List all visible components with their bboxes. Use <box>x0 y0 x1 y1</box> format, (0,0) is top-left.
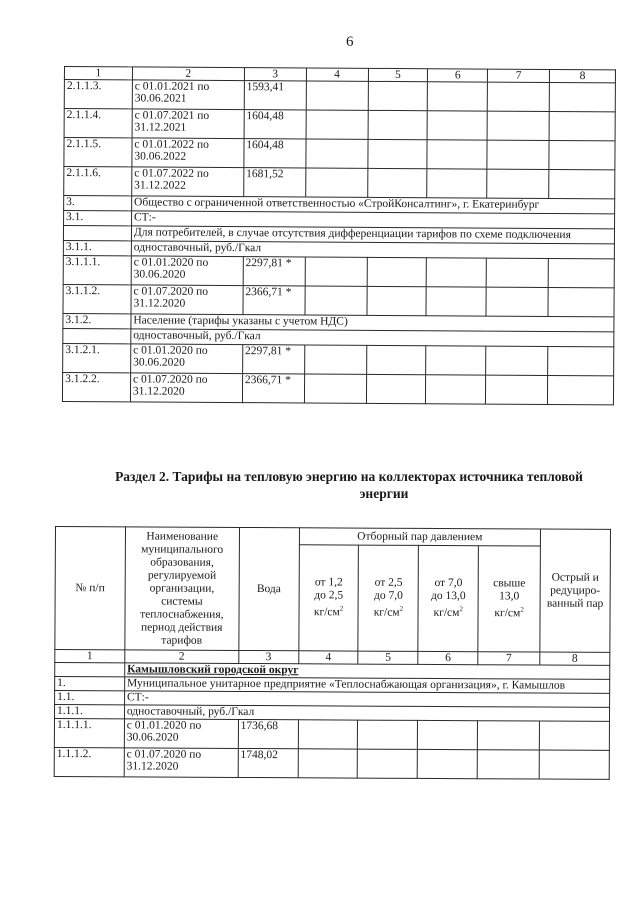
row-number <box>63 328 131 343</box>
column-number: 5 <box>358 651 418 664</box>
empty-cell <box>477 721 539 750</box>
tariff-value: 1748,02 <box>238 748 298 777</box>
tariff-value: 1604,48 <box>244 139 306 168</box>
empty-cell <box>486 287 548 316</box>
table-row <box>63 284 614 316</box>
tariff-value: 1593,41 <box>244 81 306 110</box>
unit-exponent: 2 <box>399 604 404 613</box>
empty-cell <box>366 345 426 374</box>
empty-cell <box>305 257 367 286</box>
column-number: 1 <box>64 67 132 80</box>
row-number: 1.1. <box>55 691 125 705</box>
period-cell: с 01.01.2020 по 30.06.2020 <box>131 344 243 374</box>
period-cell: с 01.01.2021 по 30.06.2021 <box>132 80 244 110</box>
row-number: 3.1.2.2. <box>62 372 130 401</box>
empty-cell <box>306 139 368 168</box>
table-row <box>64 80 615 112</box>
empty-cell <box>486 346 548 375</box>
empty-cell <box>548 258 614 287</box>
column-number: 8 <box>550 69 616 82</box>
description-cell: одноставочный, руб./Гкал <box>131 329 614 347</box>
empty-cell <box>548 375 614 404</box>
empty-cell <box>305 286 367 315</box>
section-title <box>86 468 612 502</box>
empty-cell <box>549 82 615 111</box>
empty-cell <box>539 750 609 779</box>
header-water: Вода <box>239 527 300 650</box>
empty-cell <box>367 286 427 315</box>
header-name: Наименование муниципального образования, регулируемой организации, системы теплоснабжения, период действия тарифов <box>125 527 240 651</box>
column-number: 8 <box>540 652 610 665</box>
empty-cell <box>358 749 418 778</box>
header-sharp-steam: Острый и редуциро-ванный пар <box>540 529 611 652</box>
row-number: 1. <box>55 677 125 691</box>
empty-cell <box>427 140 487 169</box>
period-cell: с 01.07.2020 по 31.12.2020 <box>131 285 243 315</box>
empty-cell <box>549 140 615 169</box>
column-number: 4 <box>298 651 358 664</box>
column-number: 7 <box>488 69 550 82</box>
empty-cell <box>428 82 488 111</box>
empty-cell <box>487 169 549 198</box>
header-steam-pressure <box>418 545 478 651</box>
empty-cell <box>368 81 428 110</box>
pressure-from: от 1,2 <box>314 576 343 589</box>
column-number: 6 <box>418 651 478 664</box>
empty-cell <box>487 111 549 140</box>
section-title-line1: Раздел 2. Тарифы на тепловую энергию на коллекторах источника тепловой <box>115 469 583 484</box>
empty-cell <box>366 374 426 403</box>
pressure-to: до 7,0 <box>374 589 403 602</box>
description-cell: СТ:- <box>124 691 609 708</box>
row-number: 2.1.1.4. <box>64 109 132 138</box>
pressure-to: до 2,5 <box>314 589 344 602</box>
pressure-from: от 7,0 <box>434 577 463 590</box>
table-row <box>64 109 615 141</box>
empty-cell <box>487 140 549 169</box>
table-row <box>54 719 609 751</box>
pressure-unit: кг/см <box>433 606 460 620</box>
empty-cell <box>539 721 609 750</box>
period-cell: с 01.07.2020 по 31.12.2020 <box>130 373 242 403</box>
municipality-title: Камышловский городской округ <box>125 663 610 680</box>
period-cell: с 01.07.2021 по 31.12.2021 <box>132 109 244 139</box>
row-number: 3.1. <box>64 211 132 226</box>
empty-cell <box>306 110 368 139</box>
column-number: 3 <box>244 68 306 81</box>
empty-cell <box>304 345 366 374</box>
row-number: 2.1.1.6. <box>64 167 132 196</box>
unit-exponent: 2 <box>339 604 344 613</box>
table-row <box>64 167 615 199</box>
column-number: 2 <box>132 67 244 81</box>
column-number: 3 <box>239 650 299 663</box>
description-cell: СТ:- <box>131 211 614 229</box>
column-number: 6 <box>428 69 488 82</box>
header-steam-pressure <box>358 545 418 651</box>
header-steam-pressure <box>299 545 359 651</box>
description-cell: Для потребителей, в случае отсутствия дифференциации тарифов по схеме подключения <box>131 226 614 244</box>
empty-cell <box>427 111 487 140</box>
tariff-value: 2297,81 * <box>243 257 305 286</box>
description-cell: Общество с ограниченной ответственностью «СтройКонсалтинг», г. Екатеринбург <box>132 196 615 214</box>
period-cell: с 01.01.2020 по 30.06.2020 <box>131 256 243 286</box>
empty-cell <box>477 750 539 779</box>
table-row <box>63 343 614 375</box>
empty-cell <box>548 287 614 316</box>
empty-cell <box>418 720 478 749</box>
column-number: 1 <box>55 650 125 663</box>
empty-cell <box>358 720 418 749</box>
section-title-line2: энергии <box>359 486 409 501</box>
column-number: 4 <box>306 68 368 81</box>
empty-cell <box>426 346 486 375</box>
empty-cell <box>427 258 487 287</box>
page-number: 6 <box>346 34 354 50</box>
empty-cell <box>298 720 358 749</box>
unit-exponent: 2 <box>520 605 524 614</box>
pressure-unit: кг/см <box>373 606 400 619</box>
table-row <box>54 747 609 779</box>
row-number: 2.1.1.5. <box>64 138 132 167</box>
row-number <box>63 226 131 241</box>
empty-cell <box>368 110 428 139</box>
empty-cell <box>306 81 368 110</box>
tariff-value: 1604,48 <box>244 110 306 139</box>
tariff-value: 1681,52 <box>243 168 305 197</box>
table-row <box>64 138 615 170</box>
row-number: 1.1.1. <box>54 705 124 719</box>
row-number: 1.1.1.1. <box>54 719 124 748</box>
row-number: 3.1.2.1. <box>63 343 131 372</box>
row-number: 3. <box>64 196 132 211</box>
period-cell: с 01.07.2022 по 31.12.2022 <box>132 167 244 197</box>
header-steam-pressure <box>478 546 540 652</box>
period-cell: с 01.07.2020 по 31.12.2020 <box>124 748 238 778</box>
pressure-unit: кг/см <box>494 607 521 620</box>
description-cell: Муниципальное унитарное предприятие «Теплоснабжающая организация», г. Камышлов <box>124 677 609 694</box>
pressure-to: 13,0 <box>499 590 520 603</box>
row-number: 3.1.1. <box>63 240 131 255</box>
column-number: 7 <box>478 652 540 665</box>
header-num: № п/п <box>55 527 126 650</box>
empty-cell <box>486 375 548 404</box>
table-row <box>63 255 614 287</box>
empty-cell <box>548 346 614 375</box>
description-cell: одноставочный, руб./Гкал <box>124 705 609 722</box>
empty-cell <box>427 169 487 198</box>
row-number: 3.1.1.2. <box>63 284 131 313</box>
pressure-unit: кг/см <box>313 606 340 619</box>
column-number: 5 <box>368 68 428 81</box>
row-number <box>55 663 125 677</box>
table-row <box>62 372 613 404</box>
empty-cell <box>549 169 615 198</box>
empty-cell <box>367 168 427 197</box>
empty-cell <box>487 82 549 111</box>
tariff-value: 1736,68 <box>238 719 298 748</box>
column-number: 2 <box>125 650 239 664</box>
description-cell: одноставочный, руб./Гкал <box>131 241 614 259</box>
description-cell: Население (тарифы указаны с учетом НДС) <box>131 314 614 332</box>
pressure-from: свыше <box>493 577 526 590</box>
empty-cell <box>367 139 427 168</box>
row-number: 2.1.1.3. <box>64 80 132 109</box>
empty-cell <box>486 258 548 287</box>
empty-cell <box>549 111 615 140</box>
empty-cell <box>417 749 477 778</box>
tariff-value: 2297,81 * <box>242 345 304 374</box>
tariff-value: 2366,71 * <box>242 374 304 403</box>
row-number: 3.1.2. <box>63 313 131 328</box>
tariff-table-1 <box>62 66 616 405</box>
header-steam: Отборный пар давлением <box>299 528 540 546</box>
pressure-to: до 13,0 <box>430 590 466 603</box>
row-number: 1.1.1.2. <box>54 747 124 776</box>
period-cell: с 01.01.2020 по 30.06.2020 <box>124 719 238 749</box>
empty-cell <box>304 374 366 403</box>
tariff-value: 2366,71 * <box>243 286 305 315</box>
empty-cell <box>426 287 486 316</box>
period-cell: с 01.01.2022 по 30.06.2022 <box>132 138 244 168</box>
row-number: 3.1.1.1. <box>63 255 131 284</box>
empty-cell <box>305 168 367 197</box>
empty-cell <box>298 749 358 778</box>
pressure-from: от 2,5 <box>374 576 403 589</box>
empty-cell <box>367 257 427 286</box>
empty-cell <box>426 375 486 404</box>
unit-exponent: 2 <box>459 605 463 614</box>
tariff-table-2 <box>54 526 611 780</box>
